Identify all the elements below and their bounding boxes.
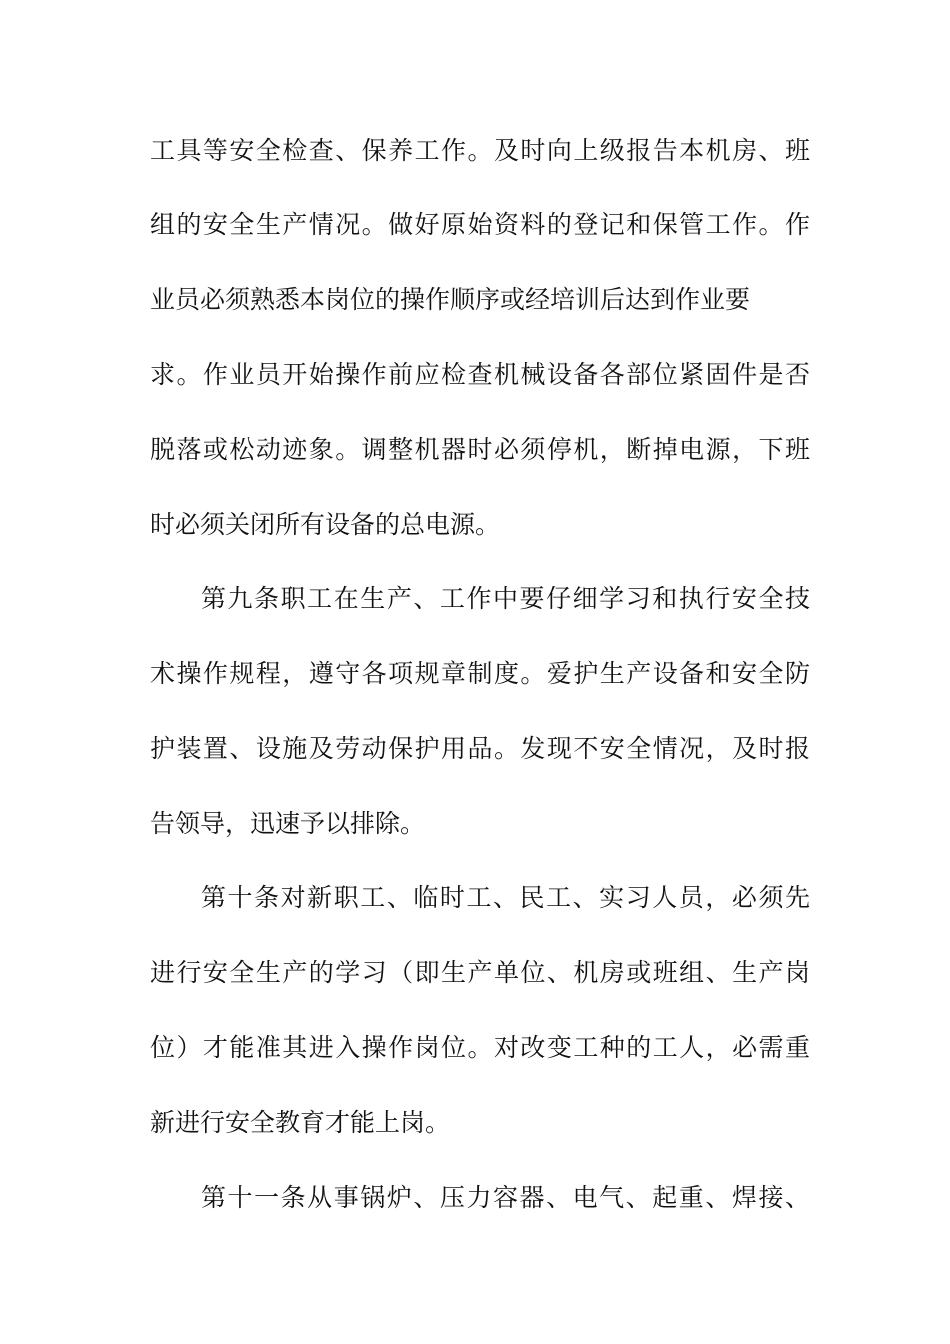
paragraph-line: 告领导，迅速予以排除。 [150,809,426,838]
paragraph-line: 工具等安全检查、保养工作。及时向上级报告本机房、班 [150,136,810,165]
paragraph-line: 术操作规程，遵守各项规章制度。爱护生产设备和安全防 [150,659,810,688]
paragraph-line: 进行安全生产的学习（即生产单位、机房或班组、生产岗 [150,958,810,987]
paragraph-line: 护装置、设施及劳动保护用品。发现不安全情况，及时报 [150,734,810,763]
paragraph-line: 业员必须熟悉本岗位的操作顺序或经培训后达到作业要 [150,285,751,314]
paragraph-line: 第十条对新职工、临时工、民工、实习人员，必须先 [201,883,810,912]
paragraph-line: 组的安全生产情况。做好原始资料的登记和保管工作。作 [150,210,810,239]
paragraph-line: 时必须关闭所有设备的总电源。 [150,510,501,539]
paragraph-line: 新进行安全教育才能上岗。 [150,1108,451,1137]
paragraph-line: 第十一条从事锅炉、压力容器、电气、起重、焊接、 [201,1183,810,1212]
paragraph-line: 第九条职工在生产、工作中要仔细学习和执行安全技 [201,584,810,613]
paragraph-line: 求。作业员开始操作前应检查机械设备各部位紧固件是否 [150,360,810,389]
paragraph-line: 脱落或松动迹象。调整机器时必须停机，断掉电源，下班 [150,435,810,464]
paragraph-line: 位）才能准其进入操作岗位。对改变工种的工人，必需重 [150,1033,810,1062]
